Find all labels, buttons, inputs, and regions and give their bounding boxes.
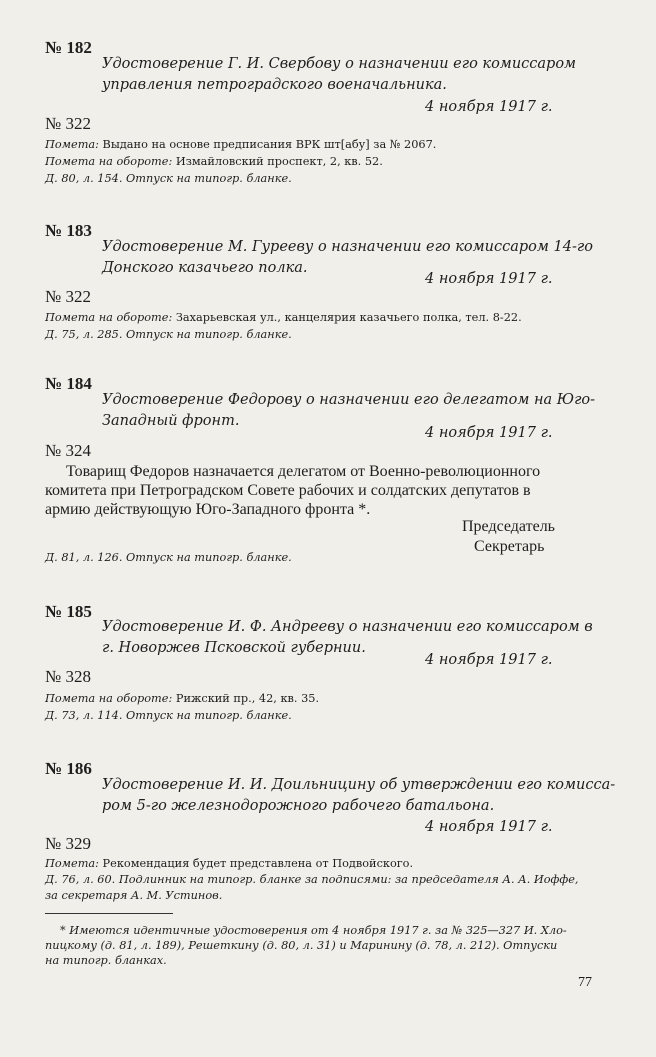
entry-186-source-line-1: Д. 76, л. 60. Подлинник на типогр. бланке за подписями: за председателя А. А. Иоффе, <box>45 873 579 886</box>
entry-184-signature-secretary: Секретарь <box>474 538 545 555</box>
footnote-line-2: пицкому (д. 81, л. 189), Решеткину (д. 80, л. 31) и Маринину (д. 78, л. 212). Отпуски <box>45 939 558 952</box>
entry-185-title-line-1: Удостоверение И. Ф. Андрееву о назначении его комиссаром в <box>102 619 593 635</box>
entry-182-note-1: Помета: Выдано на основе предписания ВРК шт[абу] за № 2067. <box>45 138 437 151</box>
entry-183-title-line-1: Удостоверение М. Гурееву о назначении его комиссаром 14-го <box>102 239 593 255</box>
entry-182-title-line-2: управления петроградского военачальника. <box>102 77 447 93</box>
entry-182-date: 4 ноября 1917 г. <box>425 99 553 115</box>
entry-183-number: № 183 <box>45 221 92 240</box>
entry-182-source: Д. 80, л. 154. Отпуск на типогр. бланке. <box>45 172 292 185</box>
entry-186-source-line-2: за секретаря А. М. Устинов. <box>45 889 223 902</box>
entry-184-date: 4 ноября 1917 г. <box>425 425 553 441</box>
entry-184-reg-number: № 324 <box>45 441 91 460</box>
entry-183-source: Д. 75, л. 285. Отпуск на типогр. бланке. <box>45 328 292 341</box>
footnote-divider <box>45 913 173 914</box>
entry-183-title-line-2: Донского казачьего полка. <box>102 260 308 276</box>
entry-182-number: № 182 <box>45 38 92 57</box>
entry-182-reg-number: № 322 <box>45 114 91 133</box>
entry-184-body-line-3: армию действующую Юго-Западного фронта *. <box>45 501 371 518</box>
entry-186-title-line-2: ром 5-го железнодорожного рабочего батальона. <box>102 798 495 814</box>
entry-183-note-1: Помета на обороте: Захарьевская ул., канцелярия казачьего полка, тел. 8-22. <box>45 311 522 324</box>
entry-185-note-1: Помета на обороте: Рижский пр., 42, кв. 35. <box>45 692 320 705</box>
entry-184-title-line-1: Удостоверение Федорову о назначении его делегатом на Юго- <box>102 392 596 408</box>
entry-186-note-1: Помета: Рекомендация будет представлена от Подвойского. <box>45 857 414 870</box>
entry-184-signature-chairman: Председатель <box>462 518 555 535</box>
entry-183-reg-number: № 322 <box>45 287 91 306</box>
footnote-line-3: на типогр. бланках. <box>45 954 167 967</box>
entry-185-source: Д. 73, л. 114. Отпуск на типогр. бланке. <box>45 709 292 722</box>
entry-184-body-line-2: комитета при Петроградском Совете рабочих и солдатских депутатов в <box>45 482 531 499</box>
page-number: 77 <box>578 975 592 990</box>
footnote-line-1: * Имеются идентичные удостоверения от 4 ноября 1917 г. за № 325—327 И. Хло- <box>60 924 567 937</box>
entry-186-date: 4 ноября 1917 г. <box>425 819 553 835</box>
entry-184-title-line-2: Западный фронт. <box>102 413 240 429</box>
entry-186-title-line-1: Удостоверение И. И. Доильницину об утверждении его комисса- <box>102 777 616 793</box>
entry-184-number: № 184 <box>45 374 92 393</box>
entry-183-date: 4 ноября 1917 г. <box>425 271 553 287</box>
entry-182-title-line-1: Удостоверение Г. И. Свербову о назначении его комиссаром <box>102 56 577 72</box>
entry-185-reg-number: № 328 <box>45 667 91 686</box>
entry-185-title-line-2: г. Новоржев Псковской губернии. <box>102 640 366 656</box>
entry-186-reg-number: № 329 <box>45 834 91 853</box>
entry-185-number: № 185 <box>45 602 92 621</box>
entry-182-note-2: Помета на обороте: Измайловский проспект, 2, кв. 52. <box>45 155 383 168</box>
entry-186-number: № 186 <box>45 759 92 778</box>
entry-185-date: 4 ноября 1917 г. <box>425 652 553 668</box>
entry-184-body-line-1: Товарищ Федоров назначается делегатом от Военно-революционного <box>66 463 541 480</box>
entry-184-source: Д. 81, л. 126. Отпуск на типогр. бланке. <box>45 551 292 564</box>
